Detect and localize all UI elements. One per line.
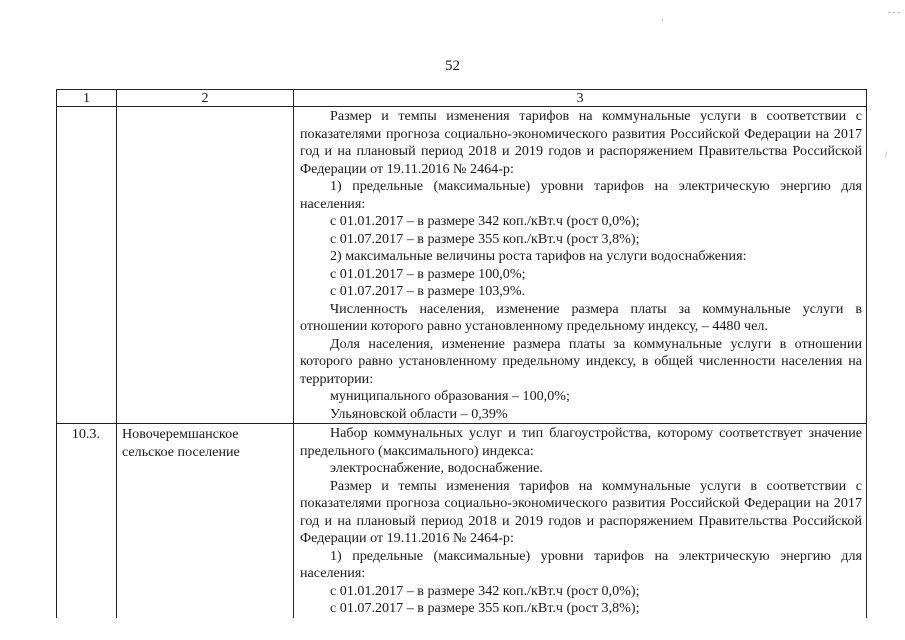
text-paragraph: с 01.01.2017 – в размере 342 коп./кВт.ч (рост 0,0%); xyxy=(330,213,640,229)
scan-artifact: - - - xyxy=(888,8,900,17)
text-paragraph: с 01.07.2017 – в размере 355 коп./кВт.ч (рост 3,8%); xyxy=(330,230,640,247)
scan-artifact: / xyxy=(885,150,888,159)
text-paragraph: электроснабжение, водоснабжение. xyxy=(330,460,543,476)
table-row xyxy=(57,424,867,618)
text-paragraph: Ульяновской области – 0,39% xyxy=(330,405,508,422)
document-table xyxy=(56,89,867,618)
text-paragraph: Численность населения, изменение размера платы за коммунальные услуги в отношении которого равно установленному предельному индексу, – 4480 чел. xyxy=(300,300,862,334)
page-number: 52 xyxy=(445,58,460,74)
description-cell xyxy=(294,424,867,618)
column-header-1: 1 xyxy=(57,90,117,107)
text-paragraph: с 01.01.2017 – в размере 100,0%; xyxy=(330,265,526,282)
description-cell xyxy=(294,107,867,424)
row-number-cell: 10.3. xyxy=(57,424,117,618)
text-paragraph: 2) максимальные величины роста тарифов на услуги водоснабжения: xyxy=(330,248,747,264)
text-paragraph: Размер и темпы изменения тарифов на коммунальные услуги в соответствии с показателями прогноза социально-экономического развития Российской Федерации на 2017 год и на плановый период 2018 и 2019 годов и распоряжением Правительства Российской Федерации от 19.11.2016 № 2464-р: xyxy=(300,477,862,546)
text-paragraph: 1) предельные (максимальные) уровни тарифов на электрическую энергию для населения: xyxy=(300,178,862,212)
scan-artifact: ' xyxy=(662,18,664,27)
text-paragraph: Доля населения, изменение размера платы за коммунальные услуги в отношении которого равно установленному предельному индексу, в общей численности населения на территории: xyxy=(300,335,862,387)
text-paragraph: с 01.07.2017 – в размере 355 коп./кВт.ч (рост 3,8%); xyxy=(330,600,640,616)
settlement-name-cell: Новочеремшанское сельское поселение xyxy=(117,424,294,618)
text-paragraph: с 01.07.2017 – в размере 103,9%. xyxy=(330,283,526,299)
text-paragraph: Размер и темпы изменения тарифов на коммунальные услуги в соответствии с показателями прогноза социально-экономического развития Российской Федерации на 2017 год и на плановый период 2018 и 2019 годов и распоряжением Правительства Российской Федерации от 19.11.2016 № 2464-р: xyxy=(300,108,862,177)
settlement-name-cell xyxy=(117,107,294,424)
text-paragraph: Набор коммунальных услуг и тип благоустройства, которому соответствует значение предельного (максимального) индекса: xyxy=(300,425,862,459)
column-header-3: 3 xyxy=(294,90,867,107)
table-row xyxy=(57,107,867,424)
text-paragraph: 1) предельные (максимальные) уровни тарифов на электрическую энергию для населения: xyxy=(300,547,862,581)
table-header-row xyxy=(57,90,867,107)
text-paragraph: муниципального образования – 100,0%; xyxy=(330,388,570,404)
column-header-2: 2 xyxy=(117,90,294,107)
row-number-cell xyxy=(57,107,117,424)
text-paragraph: с 01.01.2017 – в размере 342 коп./кВт.ч (рост 0,0%); xyxy=(330,582,640,599)
